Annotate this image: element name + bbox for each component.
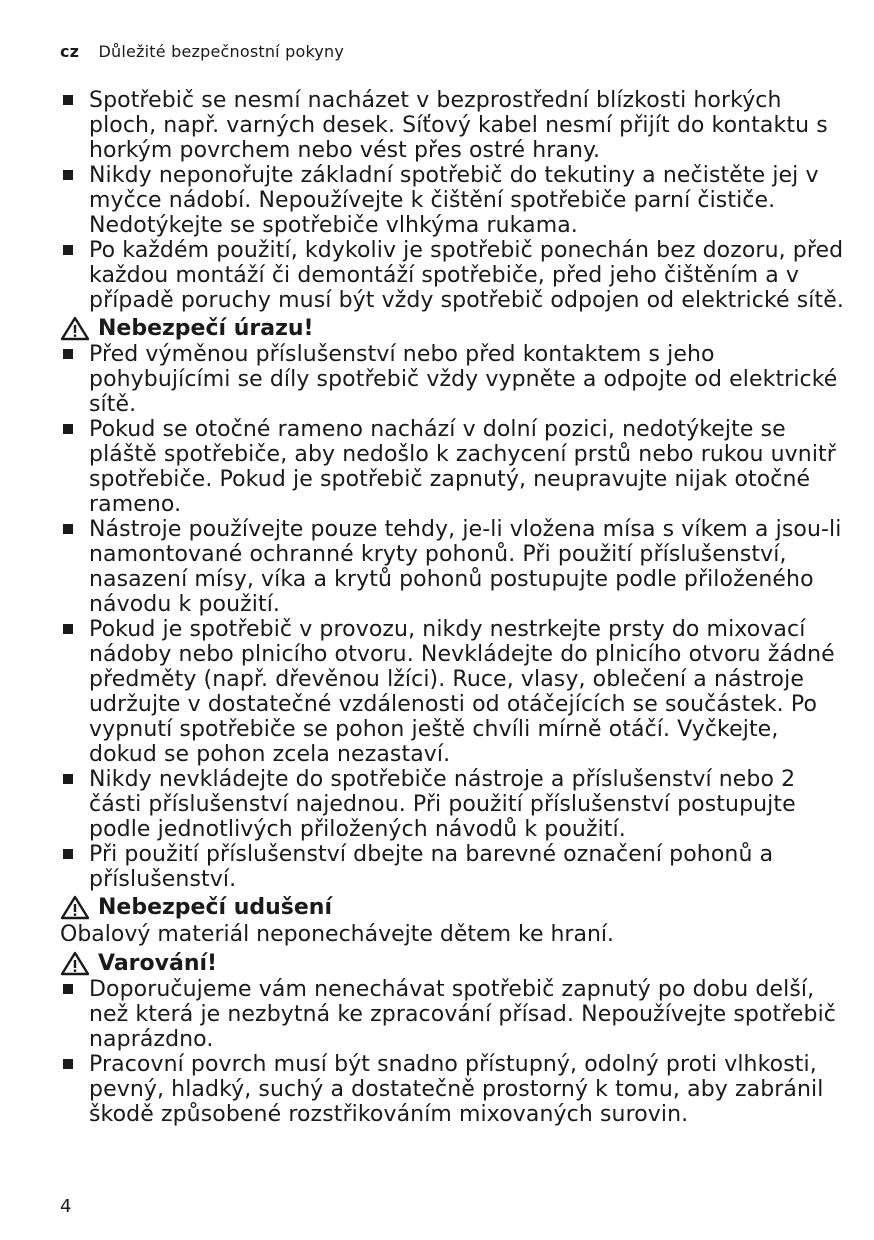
bullet-icon <box>63 524 73 534</box>
page-number: 4 <box>60 1196 72 1217</box>
paragraph: Obalový materiál neponechávejte dětem ke hraní. <box>60 922 614 947</box>
list-item: Po každém použití, kdykoliv je spotřebič ponechán bez dozoru, před každou montáží či demontáží spotřebiče, před jeho čištěním a v případě poruchy musí být vždy spotřebič odpojen od elektrické sítě. <box>60 238 850 313</box>
list-item: Nikdy neponořujte základní spotřebič do tekutiny a nečistěte jej v myčce nádobí. Nepoužívejte k čištění spotřebiče parní čističe. Nedotýkejte se spotřebiče vlhkýma rukama. <box>60 163 850 238</box>
bullet-icon <box>63 424 73 434</box>
list-item: Spotřebič se nesmí nacházet v bezprostřední blízkosti horkých ploch, např. varných desek. Síťový kabel nesmí přijít do kontaktu s horkým povrchem nebo vést přes ostré hrany. <box>60 88 850 163</box>
warning-triangle-icon <box>60 951 90 976</box>
warning-heading: Nebezpečí úrazu! <box>60 315 850 342</box>
list-item: Doporučujeme vám nenechávat spotřebič zapnutý po dobu delší, než která je nezbytná ke zpracování přísad. Nepoužívejte spotřebič naprázdno. <box>60 977 850 1052</box>
bullet-icon <box>63 984 73 994</box>
warning-triangle-icon <box>60 895 90 920</box>
warning-heading: Nebezpečí udušení <box>60 894 850 921</box>
list-item: Pracovní povrch musí být snadno přístupný, odolný proti vlhkosti, pevný, hladký, suchý a dostatečně prostorný k tomu, aby zabránil škodě způsobené rozstřikováním mixovaných surovin. <box>60 1052 850 1127</box>
bullet-icon <box>63 95 73 105</box>
list-item: Nikdy nevkládejte do spotřebiče nástroje a příslušenství nebo 2 části příslušenství najednou. Při použití příslušenství postupujte podle jednotlivých přiložených návodů k použití. <box>60 767 850 842</box>
bullet-icon <box>63 849 73 859</box>
page-header <box>60 42 344 61</box>
bullet-icon <box>63 774 73 784</box>
list-item: Nástroje používejte pouze tehdy, je-li vložena mísa s víkem a jsou-li namontované ochranné kryty pohonů. Při použití příslušenství, nasazení mísy, víka a krytů pohonů postupujte podle přiloženého návodu k použití. <box>60 517 850 617</box>
safety-instructions <box>60 88 850 1127</box>
list-item: Při použití příslušenství dbejte na barevné označení pohonů a příslušenství. <box>60 842 850 892</box>
warning-triangle-icon <box>60 316 90 341</box>
bullet-icon <box>63 245 73 255</box>
list-item: Pokud se otočné rameno nachází v dolní pozici, nedotýkejte se pláště spotřebiče, aby nedošlo k zachycení prstů nebo rukou uvnitř spotřebiče. Pokud je spotřebič zapnutý, neupravujte nijak otočné rameno. <box>60 417 850 517</box>
bullet-icon <box>63 349 73 359</box>
bullet-icon <box>63 1059 73 1069</box>
section-title: Důležité bezpečnostní pokyny <box>98 42 345 61</box>
list-item: Před výměnou příslušenství nebo před kontaktem s jeho pohybujícími se díly spotřebič vždy vypněte a odpojte od elektrické sítě. <box>60 342 850 417</box>
bullet-icon <box>63 624 73 634</box>
bullet-icon <box>63 170 73 180</box>
list-item: Pokud je spotřebič v provozu, nikdy nestrkejte prsty do mixovací nádoby nebo plnicího otvoru. Nevkládejte do plnicího otvoru žádné předměty (např. dřevěnou lžíci). Ruce, vlasy, oblečení a nástroje udržujte v dostatečné vzdálenosti od otáčejících se součástek. Po vypnutí spotřebiče se pohon ještě chvíli mírně otáčí. Vyčkejte, dokud se pohon zcela nezastaví. <box>60 617 850 767</box>
language-code: cz <box>60 42 80 61</box>
warning-heading: Varování! <box>60 950 850 977</box>
